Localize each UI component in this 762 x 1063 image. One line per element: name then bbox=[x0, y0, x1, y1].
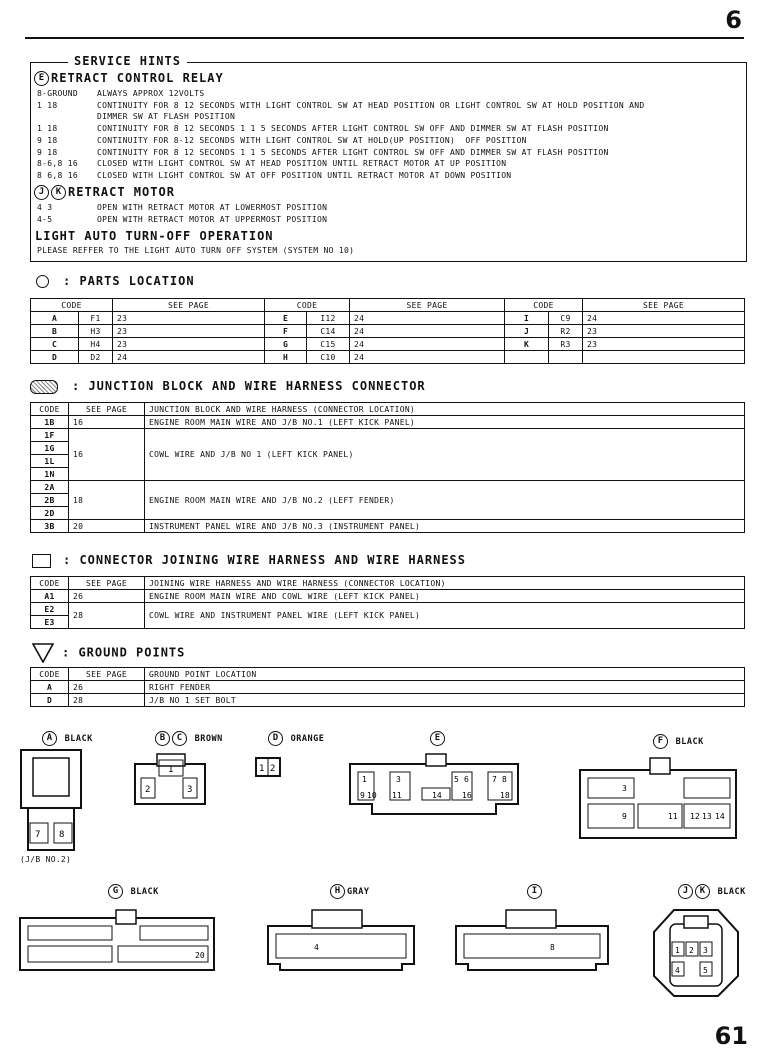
relay-title: RETRACT CONTROL RELAY bbox=[51, 71, 224, 85]
connector-bc-badge-c: C bbox=[172, 731, 187, 746]
code-cell: 3B bbox=[31, 520, 69, 533]
joining-heading bbox=[32, 553, 466, 568]
motor-badge-k: K bbox=[51, 185, 66, 200]
connector-h-pin-label: 4 bbox=[314, 943, 319, 952]
hint-condition: CONTINUITY FOR 8 12 SECONDS 1 1 5 SECONDS AFTER LIGHT CONTROL SW OFF AND DIMMER SW AT FLASH POSITION bbox=[97, 124, 609, 134]
connector-e-lock bbox=[426, 754, 446, 766]
connector-f-badge: F bbox=[653, 734, 668, 749]
connector-f-pin-label: 11 bbox=[668, 812, 678, 821]
table-cell: 23 bbox=[583, 338, 745, 351]
table-cell: R2 bbox=[549, 325, 583, 338]
connector-e-badge: E bbox=[430, 731, 445, 746]
hint-line bbox=[37, 123, 644, 135]
table-cell: J bbox=[505, 325, 549, 338]
connector-g-color: BLACK bbox=[130, 887, 159, 897]
hint-line bbox=[37, 147, 644, 159]
connector-e-diagram bbox=[346, 752, 522, 824]
table-header-cell: SEE PAGE bbox=[350, 299, 505, 312]
connector-e-pin-label: 14 bbox=[432, 791, 442, 800]
table-header-cell: JUNCTION BLOCK AND WIRE HARNESS (CONNECTOR LOCATION) bbox=[145, 403, 745, 416]
table-header-cell: SEE PAGE bbox=[583, 299, 745, 312]
section-number: 6 bbox=[725, 6, 742, 34]
location-cell: RIGHT FENDER bbox=[145, 681, 745, 694]
connector-i-label bbox=[527, 884, 544, 899]
connector-bc-pin-label: 1 bbox=[168, 765, 174, 775]
table-header-cell: CODE bbox=[31, 403, 69, 416]
table-header-cell: CODE bbox=[31, 668, 69, 681]
table-header-cell: SEE PAGE bbox=[113, 299, 265, 312]
service-hints-title: SERVICE HINTS bbox=[68, 54, 187, 68]
hint-condition: CONTINUITY FOR 8 12 SECONDS WITH LIGHT CONTROL SW AT HEAD POSITION OR LIGHT CONTROL SW AT HOLD POSITION AND bbox=[97, 100, 645, 110]
table-header-cell: SEE PAGE bbox=[69, 577, 145, 590]
page-number: 61 bbox=[714, 1022, 748, 1050]
connector-jk-pin-label: 4 bbox=[675, 966, 680, 975]
table-cell: E bbox=[265, 312, 307, 325]
hint-condition: CLOSED WITH LIGHT CONTROL SW AT HEAD POSITION UNTIL RETRACT MOTOR AT UP POSITION bbox=[97, 159, 507, 169]
hint-line bbox=[37, 158, 644, 170]
page-cell: 18 bbox=[69, 481, 145, 520]
parts-location-heading bbox=[36, 274, 195, 288]
relay-lines bbox=[37, 88, 644, 182]
triangle-symbol-icon bbox=[32, 643, 54, 663]
hint-line bbox=[37, 88, 644, 100]
page-cell: 26 bbox=[69, 590, 145, 603]
code-cell: 1L bbox=[31, 455, 69, 468]
connector-h-body bbox=[268, 926, 414, 970]
connector-jk-pin-label: 5 bbox=[703, 966, 708, 975]
hint-terminals: 8-6,8 16 bbox=[37, 159, 78, 169]
connector-h-cavity bbox=[276, 934, 406, 958]
table-row bbox=[31, 681, 745, 694]
connector-i-body bbox=[456, 926, 608, 970]
table-cell bbox=[505, 351, 549, 364]
connector-g-pin-label: 20 bbox=[195, 951, 205, 960]
connector-jk-badge-j: J bbox=[678, 884, 693, 899]
hint-line bbox=[37, 170, 644, 182]
page-cell: 20 bbox=[69, 520, 145, 533]
table-cell: 24 bbox=[350, 338, 505, 351]
hint-terminals: 8 6,8 16 bbox=[37, 170, 78, 180]
table-header-cell: GROUND POINT LOCATION bbox=[145, 668, 745, 681]
connector-bc-diagram bbox=[133, 752, 209, 808]
connector-d-badge: D bbox=[268, 731, 283, 746]
connector-i-diagram bbox=[452, 908, 612, 974]
table-cell: 23 bbox=[113, 338, 265, 351]
table-row bbox=[31, 312, 745, 325]
relay-heading bbox=[34, 71, 224, 86]
page-cell: 28 bbox=[69, 603, 145, 629]
table-header-row bbox=[31, 403, 745, 416]
table-row bbox=[31, 416, 745, 429]
hint-line bbox=[37, 100, 644, 112]
table-header-cell: CODE bbox=[31, 299, 113, 312]
connector-d-color: ORANGE bbox=[290, 734, 325, 744]
hint-condition: CONTINUITY FOR 8-12 SECONDS WITH LIGHT CONTROL SW AT HOLD(UP POSITION) OFF POSITION bbox=[97, 135, 527, 145]
connector-e-pin-label: 8 bbox=[502, 775, 507, 784]
table-cell: F1 bbox=[79, 312, 113, 325]
table-cell: C10 bbox=[307, 351, 350, 364]
connector-d-label bbox=[268, 731, 324, 746]
connector-a-pin-label: 8 bbox=[59, 830, 65, 840]
hint-terminals: 4 3 bbox=[37, 203, 53, 212]
connector-a-note: (J/B NO.2) bbox=[20, 855, 72, 864]
connector-e-pin-label: 11 bbox=[392, 791, 402, 800]
connector-g-cavities bbox=[28, 926, 208, 962]
table-cell: 24 bbox=[350, 325, 505, 338]
table-cell: 24 bbox=[350, 312, 505, 325]
hint-terminals: 1 18 bbox=[37, 100, 58, 110]
relay-badge: E bbox=[34, 71, 49, 86]
motor-title: RETRACT MOTOR bbox=[68, 185, 175, 199]
code-cell: 2D bbox=[31, 507, 69, 520]
connector-jk-pin-label: 1 bbox=[675, 946, 680, 955]
hint-condition: ALWAYS APPROX 12VOLTS bbox=[97, 89, 205, 98]
connector-f-pin-labels bbox=[622, 784, 725, 821]
motor-lines bbox=[37, 202, 327, 225]
table-cell: C bbox=[31, 338, 79, 351]
table-cell: C9 bbox=[549, 312, 583, 325]
connector-bc-label bbox=[155, 731, 223, 746]
parts-location-title: : PARTS LOCATION bbox=[63, 274, 195, 288]
table-cell: H4 bbox=[79, 338, 113, 351]
connector-a-pin-label: 7 bbox=[35, 830, 41, 840]
hint-terminals: 1 18 bbox=[37, 124, 58, 134]
code-cell: A1 bbox=[31, 590, 69, 603]
hint-terminals: 9 18 bbox=[37, 147, 58, 157]
connector-f-pin-label: 12 bbox=[690, 812, 700, 821]
page-cell: 26 bbox=[69, 681, 145, 694]
connector-a-badge: A bbox=[42, 731, 57, 746]
motor-badge-j: J bbox=[34, 185, 49, 200]
table-cell: D bbox=[31, 351, 79, 364]
connector-bc-pin-label: 2 bbox=[145, 785, 151, 795]
connector-i-cavity bbox=[464, 934, 600, 958]
connector-h-badge: H bbox=[330, 884, 345, 899]
table-row bbox=[31, 520, 745, 533]
connector-a-diagram bbox=[18, 748, 88, 853]
code-cell: D bbox=[31, 694, 69, 707]
table-header-cell: JOINING WIRE HARNESS AND WIRE HARNESS (CONNECTOR LOCATION) bbox=[145, 577, 745, 590]
connector-e-pin-label: 6 bbox=[464, 775, 469, 784]
circle-symbol-icon bbox=[36, 275, 49, 288]
code-cell: E3 bbox=[31, 616, 69, 629]
junction-heading bbox=[30, 379, 426, 394]
code-cell: 1N bbox=[31, 468, 69, 481]
connector-g-label bbox=[108, 884, 159, 899]
auto-line: PLEASE REFFER TO THE LIGHT AUTO TURN OFF SYSTEM (SYSTEM NO 10) bbox=[37, 246, 355, 255]
connector-jk-pin-label: 2 bbox=[689, 946, 694, 955]
table-cell: H3 bbox=[79, 325, 113, 338]
table-header-row bbox=[31, 299, 745, 312]
hint-terminals: 4-5 bbox=[37, 214, 53, 224]
table-row bbox=[31, 325, 745, 338]
hint-condition: OPEN WITH RETRACT MOTOR AT UPPERMOST POSITION bbox=[97, 214, 328, 224]
table-cell: 24 bbox=[583, 312, 745, 325]
connector-e-pin-label: 3 bbox=[396, 775, 401, 784]
hint-line bbox=[37, 214, 327, 226]
code-cell: 2B bbox=[31, 494, 69, 507]
table-cell: I12 bbox=[307, 312, 350, 325]
table-header-cell: CODE bbox=[31, 577, 69, 590]
table-header-cell: SEE PAGE bbox=[69, 668, 145, 681]
table-cell: 23 bbox=[583, 325, 745, 338]
code-cell: A bbox=[31, 681, 69, 694]
ground-heading bbox=[32, 643, 185, 663]
connector-bc-color: BROWN bbox=[194, 734, 223, 744]
connector-jk-label bbox=[678, 884, 746, 899]
connector-g-badge: G bbox=[108, 884, 123, 899]
table-header-cell: CODE bbox=[265, 299, 350, 312]
connector-a-pin-block bbox=[28, 808, 74, 850]
table-row bbox=[31, 481, 745, 494]
joining-table bbox=[30, 576, 745, 629]
table-cell: C14 bbox=[307, 325, 350, 338]
connector-jk-pin-label: 3 bbox=[703, 946, 708, 955]
connector-g-diagram bbox=[18, 908, 218, 976]
connector-bc-badge-b: B bbox=[155, 731, 170, 746]
table-header-cell: SEE PAGE bbox=[69, 403, 145, 416]
table-header-cell: CODE bbox=[505, 299, 583, 312]
hint-line bbox=[37, 111, 644, 123]
hint-terminals: 9 18 bbox=[37, 135, 58, 145]
joining-title: : CONNECTOR JOINING WIRE HARNESS AND WIRE HARNESS bbox=[63, 553, 467, 567]
connector-e-pin-label: 9 bbox=[360, 791, 365, 800]
table-row bbox=[31, 351, 745, 364]
table-cell: F bbox=[265, 325, 307, 338]
connector-jk-pin-labels bbox=[675, 946, 708, 975]
junction-title: : JUNCTION BLOCK AND WIRE HARNESS CONNECTOR bbox=[72, 379, 426, 393]
location-cell: ENGINE ROOM MAIN WIRE AND J/B NO.2 (LEFT FENDER) bbox=[145, 481, 745, 520]
table-cell: C15 bbox=[307, 338, 350, 351]
page-cell: 16 bbox=[69, 416, 145, 429]
connector-e-pin-label: 1 bbox=[362, 775, 367, 784]
location-cell: ENGINE ROOM MAIN WIRE AND COWL WIRE (LEFT KICK PANEL) bbox=[145, 590, 745, 603]
location-cell: J/B NO 1 SET BOLT bbox=[145, 694, 745, 707]
connector-f-pin-label: 14 bbox=[715, 812, 725, 821]
table-cell: R3 bbox=[549, 338, 583, 351]
connector-a-inner bbox=[33, 758, 69, 796]
top-rule bbox=[25, 37, 744, 39]
table-cell: G bbox=[265, 338, 307, 351]
junction-table bbox=[30, 402, 745, 533]
location-cell: ENGINE ROOM MAIN WIRE AND J/B NO.1 (LEFT KICK PANEL) bbox=[145, 416, 745, 429]
hint-line bbox=[37, 135, 644, 147]
location-cell: COWL WIRE AND INSTRUMENT PANEL WIRE (LEFT KICK PANEL) bbox=[145, 603, 745, 629]
connector-i-badge: I bbox=[527, 884, 542, 899]
connector-f-pin-label: 13 bbox=[702, 812, 712, 821]
table-cell: H bbox=[265, 351, 307, 364]
table-cell: D2 bbox=[79, 351, 113, 364]
parts-location-table bbox=[30, 298, 745, 364]
connector-d-diagram bbox=[254, 755, 284, 779]
connector-f-color: BLACK bbox=[675, 737, 704, 747]
connector-f-lock bbox=[650, 758, 670, 774]
connector-h-label bbox=[330, 884, 369, 899]
page-cell: 28 bbox=[69, 694, 145, 707]
table-row bbox=[31, 694, 745, 707]
table-cell: B bbox=[31, 325, 79, 338]
connector-bc-pin-label: 3 bbox=[187, 785, 193, 795]
table-cell: I bbox=[505, 312, 549, 325]
junction-symbol-icon bbox=[30, 380, 58, 394]
table-cell: 23 bbox=[113, 312, 265, 325]
ground-title: : GROUND POINTS bbox=[62, 645, 186, 660]
table-cell: 24 bbox=[350, 351, 505, 364]
connector-f-pin-label: 3 bbox=[622, 784, 627, 793]
auto-title: LIGHT AUTO TURN-OFF OPERATION bbox=[35, 229, 274, 243]
hint-condition: DIMMER SW AT FLASH POSITION bbox=[97, 112, 236, 122]
table-cell bbox=[583, 351, 745, 364]
square-symbol-icon bbox=[32, 554, 51, 568]
connector-jk-badge-k: K bbox=[695, 884, 710, 899]
table-cell: K bbox=[505, 338, 549, 351]
hint-line bbox=[37, 202, 327, 214]
table-row bbox=[31, 590, 745, 603]
location-cell: INSTRUMENT PANEL WIRE AND J/B NO.3 (INSTRUMENT PANEL) bbox=[145, 520, 745, 533]
connector-f-label bbox=[653, 734, 704, 749]
table-header-row bbox=[31, 577, 745, 590]
location-cell: COWL WIRE AND J/B NO 1 (LEFT KICK PANEL) bbox=[145, 429, 745, 481]
ground-table bbox=[30, 667, 745, 707]
connector-i-lock bbox=[506, 910, 556, 928]
code-cell: 1G bbox=[31, 442, 69, 455]
connector-i-pin-label: 8 bbox=[550, 943, 555, 952]
connector-d-pin-label: 2 bbox=[270, 764, 276, 774]
table-header-row bbox=[31, 668, 745, 681]
connector-a-label bbox=[42, 731, 93, 746]
table-cell: 24 bbox=[113, 351, 265, 364]
connector-h-diagram bbox=[264, 908, 418, 974]
motor-heading bbox=[34, 185, 175, 200]
code-cell: 1F bbox=[31, 429, 69, 442]
connector-f-diagram bbox=[578, 756, 740, 842]
connector-e-pin-label: 7 bbox=[492, 775, 497, 784]
code-cell: 2A bbox=[31, 481, 69, 494]
connector-e-pin-label: 5 bbox=[454, 775, 459, 784]
connector-jk-diagram bbox=[650, 904, 742, 1000]
hint-condition: CLOSED WITH LIGHT CONTROL SW AT OFF POSITION UNTIL RETRACT MOTOR AT DOWN POSITION bbox=[97, 170, 512, 180]
connector-e-pin-label: 10 bbox=[367, 791, 377, 800]
connector-d-pin-label: 1 bbox=[259, 764, 265, 774]
connector-g-lock bbox=[116, 910, 136, 924]
hint-condition: OPEN WITH RETRACT MOTOR AT LOWERMOST POSITION bbox=[97, 203, 328, 212]
table-cell: A bbox=[31, 312, 79, 325]
connector-jk-inner bbox=[670, 924, 722, 986]
connector-f-pin-label: 9 bbox=[622, 812, 627, 821]
connector-jk-lock bbox=[684, 916, 708, 928]
hint-terminals: 8-GROUND bbox=[37, 89, 78, 98]
table-row bbox=[31, 338, 745, 351]
code-cell: E2 bbox=[31, 603, 69, 616]
connector-h-lock bbox=[312, 910, 362, 928]
code-cell: 1B bbox=[31, 416, 69, 429]
connector-a-color: BLACK bbox=[64, 734, 93, 744]
connector-e-pin-label: 18 bbox=[500, 791, 510, 800]
connector-h-color: GRAY bbox=[347, 887, 370, 897]
connector-e-label bbox=[430, 731, 447, 746]
table-cell bbox=[549, 351, 583, 364]
hint-condition: CONTINUITY FOR 8 12 SECONDS 1 1 5 SECONDS AFTER LIGHT CONTROL SW OFF AND DIMMER SW AT FLASH POSITION bbox=[97, 147, 609, 157]
page-cell: 16 bbox=[69, 429, 145, 481]
table-row bbox=[31, 603, 745, 616]
connector-jk-color: BLACK bbox=[717, 887, 746, 897]
table-cell: 23 bbox=[113, 325, 265, 338]
table-row bbox=[31, 429, 745, 442]
connector-e-pin-label: 16 bbox=[462, 791, 472, 800]
